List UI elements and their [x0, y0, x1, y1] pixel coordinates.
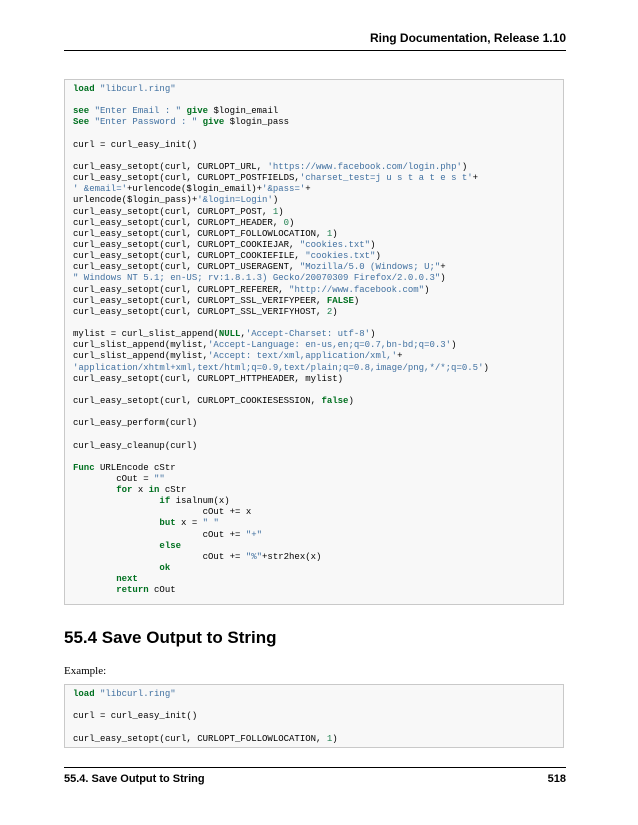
code-line	[73, 129, 555, 140]
code-token: ok	[159, 563, 171, 574]
code-token: +	[440, 262, 446, 273]
code-line	[73, 340, 555, 351]
code-token: curl_easy_setopt(curl, CURLOPT_SSL_VERIFYHOST,	[73, 306, 327, 317]
code-token: "libcurl.ring"	[100, 84, 176, 94]
code-token: load	[73, 689, 95, 699]
code-line	[73, 496, 555, 507]
code-token: cOut =	[73, 473, 155, 484]
code-token: " "	[202, 518, 219, 529]
code-line	[73, 240, 555, 251]
code-line	[73, 162, 555, 173]
code-line	[73, 485, 555, 496]
code-token: curl_easy_perform(curl)	[73, 418, 198, 429]
code-token: ' &email='	[73, 184, 128, 195]
page-number: 518	[547, 773, 566, 785]
code-token: 'Accept-Charset: utf-8'	[245, 329, 371, 340]
code-token	[73, 563, 159, 573]
code-token: )	[424, 284, 430, 295]
code-line	[73, 711, 555, 722]
code-token: "libcurl.ring"	[100, 689, 176, 699]
code-token: +	[472, 173, 479, 184]
code-token: load	[73, 84, 95, 94]
code-line	[73, 429, 555, 440]
code-line	[73, 563, 555, 574]
code-token: false	[321, 395, 349, 406]
code-token: curl_easy_setopt(curl, CURLOPT_COOKIEJAR,	[73, 239, 300, 250]
code-line	[73, 418, 555, 429]
code-line	[73, 207, 555, 218]
code-token: )	[348, 395, 354, 406]
code-token: 2	[326, 306, 333, 317]
code-line	[73, 173, 555, 184]
code-token: curl_easy_cleanup(curl)	[73, 440, 198, 451]
code-token: 1	[326, 228, 333, 239]
code-token: cStr	[159, 485, 187, 496]
code-line	[73, 700, 555, 711]
code-token: for	[116, 485, 133, 496]
code-line	[73, 722, 555, 733]
code-token: but	[159, 518, 176, 529]
code-token	[73, 485, 116, 495]
code-block-save-output	[64, 684, 564, 748]
running-header: Ring Documentation, Release 1.10	[369, 31, 566, 45]
header-divider	[64, 50, 566, 51]
code-token: curl_slist_append(mylist,	[73, 340, 209, 351]
code-line	[73, 474, 555, 485]
code-token: curl_easy_setopt(curl, CURLOPT_HEADER,	[73, 217, 284, 228]
code-line	[73, 689, 555, 700]
code-token: curl_easy_setopt(curl, CURLOPT_REFERER,	[73, 284, 290, 295]
code-token: curl_easy_setopt(curl, CURLOPT_FOLLOWLOCATION,	[73, 733, 327, 744]
code-token: "cookies.txt"	[305, 251, 376, 262]
code-token: )	[278, 206, 284, 217]
code-token: give	[202, 117, 225, 128]
code-token: curl_easy_setopt(curl, CURLOPT_URL,	[73, 161, 268, 172]
code-token: "%"	[245, 551, 263, 562]
code-token: )	[332, 306, 338, 317]
code-line	[73, 407, 555, 418]
code-token: 'application/xhtml+xml,text/html;q=0.9,text/plain;q=0.8,image/png,*/*;q=0.5'	[73, 362, 484, 373]
code-token: )	[483, 362, 489, 373]
code-line	[73, 518, 555, 529]
code-line	[73, 195, 555, 206]
code-token: )	[370, 329, 376, 340]
code-token: "cookies.txt"	[299, 239, 371, 250]
code-token: )	[272, 195, 279, 206]
code-token: cOut +=	[73, 529, 246, 540]
code-line	[73, 541, 555, 552]
code-line	[73, 385, 555, 396]
code-line	[73, 585, 555, 596]
code-token: 1	[326, 733, 333, 744]
code-token: cOut += x	[73, 507, 252, 518]
code-line	[73, 351, 555, 362]
code-token: )	[370, 239, 376, 250]
code-token: ,	[240, 329, 246, 340]
code-line	[73, 117, 555, 128]
code-token: )	[353, 295, 360, 306]
code-token: curl = curl_easy_init()	[73, 711, 198, 722]
code-token: curl_easy_setopt(curl, CURLOPT_COOKIESESSION,	[73, 395, 322, 406]
code-token: "+"	[245, 529, 263, 540]
code-token: curl_easy_setopt(curl, CURLOPT_USERAGENT,	[73, 262, 300, 273]
code-token: FALSE	[326, 295, 354, 306]
footer-divider	[64, 767, 566, 768]
example-label: Example:	[64, 665, 107, 677]
code-line	[73, 229, 555, 240]
code-token: return	[116, 585, 149, 596]
code-token: urlencode($login_pass)+	[73, 195, 198, 206]
code-token: +	[305, 184, 311, 195]
code-token: +urlencode($login_email)+	[127, 184, 263, 195]
code-line	[73, 218, 555, 229]
code-token: 1	[272, 206, 279, 217]
code-token: Func	[73, 462, 95, 473]
code-token: $login_email	[208, 106, 279, 117]
section-heading: 55.4 Save Output to String	[64, 628, 277, 647]
code-token	[73, 541, 159, 551]
code-token: 0	[283, 217, 290, 228]
code-token: 'https://www.facebook.com/login.php'	[267, 161, 462, 172]
code-token	[73, 574, 116, 584]
code-line	[73, 396, 555, 407]
code-line	[73, 84, 555, 95]
code-token: curl_easy_setopt(curl, CURLOPT_HTTPHEADER, mylist)	[73, 373, 344, 384]
code-token: if	[159, 496, 171, 507]
code-line	[73, 734, 555, 745]
code-line	[73, 463, 555, 474]
code-line	[73, 262, 555, 273]
code-token: )	[332, 228, 338, 239]
code-line	[73, 184, 555, 195]
code-token: 'charset_test=j u s t a t e s t'	[299, 173, 473, 184]
code-token: +	[397, 351, 403, 362]
code-token: "Enter Password : "	[94, 117, 198, 128]
code-line	[73, 95, 555, 106]
code-token: cOut +=	[73, 551, 246, 562]
code-token: see	[73, 106, 90, 117]
code-line	[73, 452, 555, 463]
code-token: mylist = curl_slist_append(	[73, 329, 219, 340]
code-token: '&pass='	[262, 184, 306, 195]
code-line	[73, 296, 555, 307]
code-line	[73, 507, 555, 518]
code-token: ""	[154, 473, 165, 484]
code-line	[73, 530, 555, 541]
code-line	[73, 574, 555, 585]
code-line	[73, 441, 555, 452]
code-token	[73, 518, 159, 528]
code-token: curl_easy_setopt(curl, CURLOPT_COOKIEFILE,	[73, 251, 306, 262]
code-block-libcurl-login	[64, 79, 564, 605]
code-token: else	[159, 540, 182, 551]
code-line	[73, 374, 555, 385]
code-token: curl_easy_setopt(curl, CURLOPT_SSL_VERIFYPEER,	[73, 295, 327, 306]
code-token: give	[186, 106, 209, 117]
code-token: See	[73, 117, 90, 128]
code-token: "Enter Email : "	[94, 106, 182, 117]
code-token: )	[451, 340, 457, 351]
code-line	[73, 140, 555, 151]
code-token: next	[116, 574, 138, 585]
code-line	[73, 151, 555, 162]
code-token	[73, 496, 159, 506]
code-line	[73, 363, 555, 374]
code-token: )	[440, 273, 446, 284]
code-token: in	[148, 485, 160, 496]
code-token: '&login=Login'	[197, 195, 273, 206]
code-token: x	[132, 485, 149, 496]
code-token: )	[332, 733, 338, 744]
code-token: )	[375, 251, 381, 262]
code-token	[73, 585, 116, 595]
code-token: x =	[175, 518, 203, 529]
code-token: curl_easy_setopt(curl, CURLOPT_POSTFIELDS,	[73, 173, 300, 184]
code-token: URLEncode cStr	[94, 462, 176, 473]
code-token: )	[289, 217, 295, 228]
code-token: NULL	[218, 329, 241, 340]
code-token: 'Accept-Language: en-us,en;q=0.7,bn-bd;q=0.3'	[208, 340, 452, 351]
code-token: isalnum(x)	[170, 496, 230, 507]
code-token: " Windows NT 5.1; en-US; rv:1.8.1.3) Gecko/20070309 Firefox/2.0.0.3"	[73, 273, 441, 284]
code-line	[73, 285, 555, 296]
code-token: curl_slist_append(mylist,	[73, 351, 209, 362]
code-token: +str2hex(x)	[262, 551, 322, 562]
footer-section-title: 55.4. Save Output to String	[64, 773, 205, 785]
code-token: "http://www.facebook.com"	[289, 284, 425, 295]
code-line	[73, 273, 555, 284]
code-token: curl_easy_setopt(curl, CURLOPT_POST,	[73, 206, 273, 217]
code-line	[73, 552, 555, 563]
code-token: cOut	[148, 585, 176, 596]
code-token: curl = curl_easy_init()	[73, 139, 198, 150]
code-token: )	[461, 161, 468, 172]
code-line	[73, 318, 555, 329]
code-line	[73, 251, 555, 262]
code-line	[73, 329, 555, 340]
code-line	[73, 307, 555, 318]
code-token: curl_easy_setopt(curl, CURLOPT_FOLLOWLOCATION,	[73, 228, 327, 239]
code-token: 'Accept: text/xml,application/xml,'	[208, 351, 398, 362]
code-token: $login_pass	[224, 117, 290, 128]
code-token: "Mozilla/5.0 (Windows; U;"	[299, 262, 441, 273]
code-line	[73, 106, 555, 117]
